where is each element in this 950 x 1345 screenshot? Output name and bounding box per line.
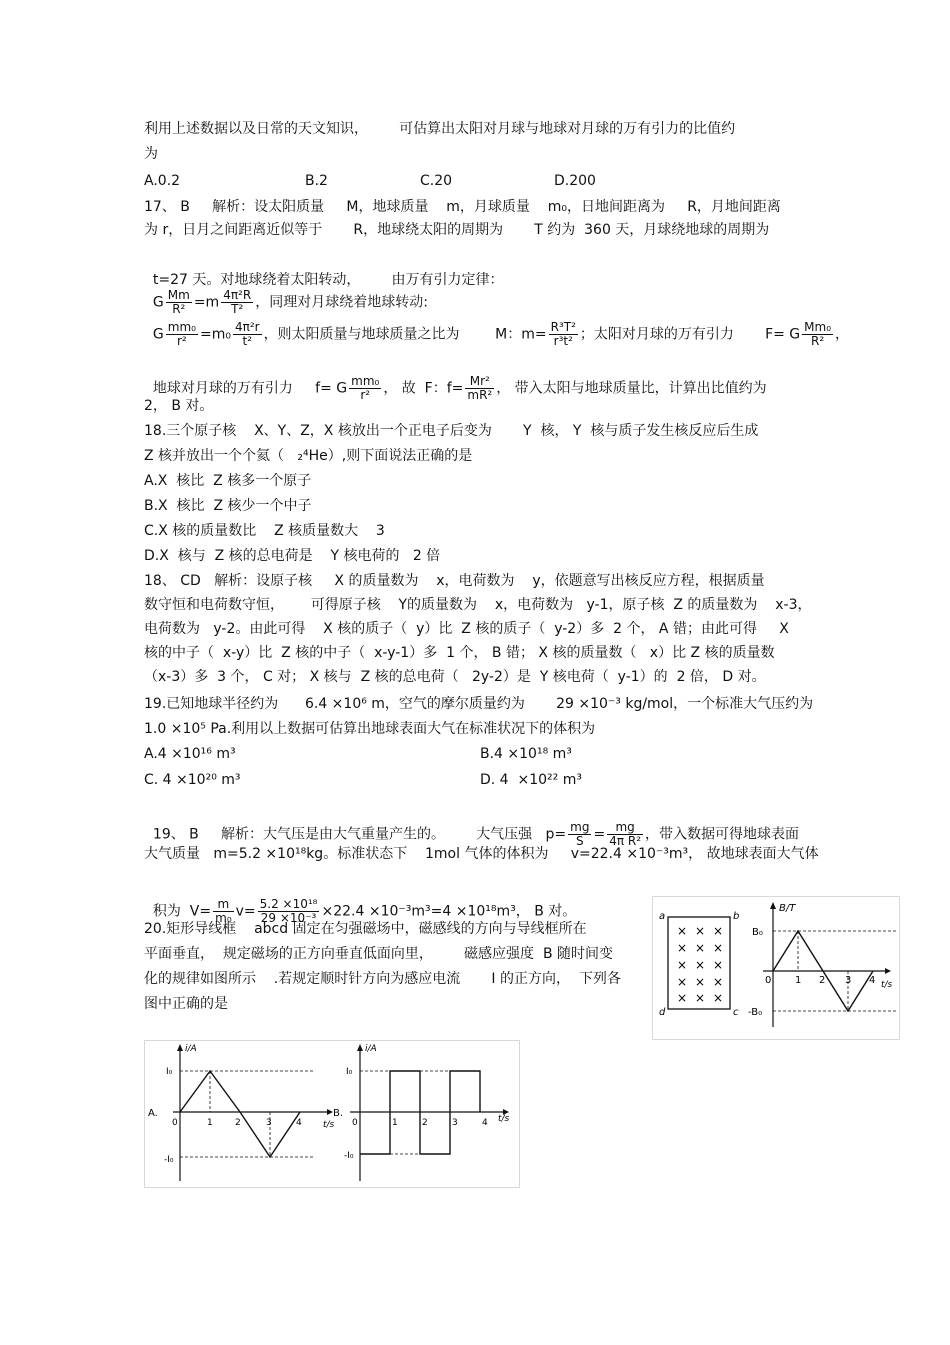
text-line: 20.矩形导线框 abcd 固定在匀强磁场中，磁感线的方向与导线框所在 — [144, 921, 587, 937]
text-line: C.X 核的质量数比 Z 核质量数大 3 — [144, 523, 385, 539]
graph-a-i0: I₀ — [166, 1067, 173, 1077]
graph-b-neg-i0: -I₀ — [344, 1151, 354, 1161]
text-line: （x-3）多 3 个， C 对； X 核与 Z 核的总电荷（ 2y-2）是 Y 核电荷（ y-1）的 2 倍， D 对。 — [144, 669, 766, 685]
text-line: 图中正确的是 — [144, 996, 228, 1012]
text-line: 2， B 对。 — [144, 398, 214, 414]
option-d: D.200 — [554, 173, 596, 189]
option-d: D. 4 ×10²² m³ — [480, 772, 582, 788]
graph-a-neg-i0: -I₀ — [164, 1155, 174, 1165]
graph-a-label: A. — [148, 1108, 158, 1119]
fraction: $\frac{m}{\text{m₀}}$ — [215, 897, 232, 925]
field-cross-icon: × — [677, 975, 688, 989]
tick-0: 0 — [765, 975, 772, 986]
text-line: D.X 核与 Z 核的总电荷是 Y 核电荷的 2 倍 — [144, 548, 441, 564]
graph-b-tick-3: 3 — [452, 1118, 458, 1128]
tick-4: 4 — [869, 975, 876, 986]
text-line: 18.三个原子核 X、Y、Z，X 核放出一个正电子后变为 Y 核， Y 核与质子发生核反应后生成 — [144, 423, 759, 439]
b0-label: B₀ — [752, 927, 763, 938]
fraction: $\frac{\text{4π²R}}{\text{T²}}$ — [223, 288, 252, 316]
fraction: $\frac{\text{R³T²}}{\text{r³t²}}$ — [550, 320, 576, 348]
option-c: C.20 — [420, 173, 453, 189]
cross-grid — [677, 924, 723, 1005]
text-line: 17、 B 解析：设太阳质量 M，地球质量 m，月球质量 m₀，日地间距离为 R，月地间距离 — [144, 199, 781, 215]
figure-answer-svg — [145, 1041, 519, 1187]
field-cross-icon: × — [695, 991, 706, 1005]
graph-a-y-label: i/A — [185, 1044, 197, 1054]
graph-b-tick-2: 2 — [422, 1118, 428, 1128]
fraction: $\frac{Mm}{\text{R²}}$ — [167, 288, 190, 316]
text-line: 18、 CD 解析：设原子核 X 的质量数为 x，电荷数为 y，依题意写出核反应方程，根据质量 — [144, 573, 765, 589]
field-cross-icon: × — [695, 975, 706, 989]
formula-line: G $\frac{\text{mm₀}}{\text{r²}}$ =m₀ $\frac{\text{4π²r}}{\text{t²}}$ ，则太阳质量与地球质量之比为 M：m= $\frac{\text{R³T²}}{\text{r³t²}}$ ；太阳对月球的万有引力 F= G $\frac{\text{Mm₀}}{\text{R²}}$ ， — [152, 320, 850, 348]
fraction: $\frac{mg}{S}$ — [570, 820, 590, 848]
field-cross-icon: × — [713, 958, 724, 972]
text-line: 为 — [144, 146, 158, 162]
fraction: $\frac{\text{Mm₀}}{\text{R²}}$ — [804, 320, 832, 348]
formula-line: 地球对月球的万有引力 f= G $\frac{\text{mm₀}}{\text{r²}}$ ， 故 F：f= $\frac{\text{Mr²}}{\text{mR²}}$ ， 带入太阳与地球质量比，计算出比值约为 — [152, 374, 767, 402]
y-label: B/T — [779, 903, 796, 914]
figure-answer-graphs — [144, 1040, 520, 1188]
graph-b-label: B. — [333, 1108, 344, 1119]
graph-b-x-label: t/s — [498, 1114, 510, 1124]
text-line: 化的规律如图所示 .若规定顺时针方向为感应电流 I 的正方向， 下列各 — [144, 971, 621, 987]
fraction: $\frac{\text{Mr²}}{\text{mR²}}$ — [467, 374, 493, 402]
field-cross-icon: × — [695, 958, 706, 972]
fraction: $\frac{\text{mm₀}}{\text{r²}}$ — [167, 320, 196, 348]
graph-a-x-label: t/s — [323, 1120, 335, 1130]
field-cross-icon: × — [677, 991, 688, 1005]
graph-a-y-arrow — [177, 1044, 183, 1051]
text-line: 为 r，日月之间距离近似等于 R，地球绕太阳的周期为 T 约为 360 天，月球绕地球的周期为 — [144, 222, 770, 238]
text-line: B.X 核比 Z 核少一个中子 — [144, 498, 312, 514]
field-cross-icon: × — [695, 924, 706, 938]
figure-b-t — [652, 896, 900, 1040]
fraction: $\frac{\text{mm₀}}{\text{r²}}$ — [351, 374, 380, 402]
text-line: 电荷数为 y-2。由此可得 X 核的质子（ y）比 Z 核的质子（ y-2）多 2 个， A 错；由此可得 X — [144, 621, 789, 637]
text-line: 1.0 ×10⁵ Pa.利用以上数据可估算出地球表面大气在标准状况下的体积为 — [144, 721, 596, 737]
fraction: $\frac{\text{4π²r}}{\text{t²}}$ — [234, 320, 260, 348]
y-axis-arrow — [770, 902, 776, 909]
text-line: Z 核并放出一个个氦（ ₂⁴He）,则下面说法正确的是 — [144, 448, 473, 464]
text-line: 利用上述数据以及日常的天文知识， 可估算出太阳对月球与地球对月球的万有引力的比值约 — [144, 121, 736, 137]
formula-line: 积为 V= $\frac{m}{\text{m₀}}$ v= $\frac{\text{5.2 ×10¹⁸}}{\text{29 ×10⁻³}}$ ×22.4 ×10⁻³m³=4 ×10¹⁸m³， B 对。 — [152, 897, 577, 925]
text-line: 平面垂直， 规定磁场的正方向垂直低面向里， 磁感应强度 B 随时间变 — [144, 946, 614, 962]
field-cross-icon: × — [677, 924, 688, 938]
graph-a-tick-0: 0 — [172, 1118, 178, 1128]
tick-3: 3 — [845, 975, 852, 986]
graph-a-tick-2: 2 — [235, 1118, 241, 1128]
x-label: t/s — [881, 980, 893, 990]
option-b: B.4 ×10¹⁸ m³ — [480, 746, 572, 762]
corner-a: a — [659, 911, 666, 922]
field-cross-icon: × — [713, 941, 724, 955]
fraction: $\frac{\text{5.2 ×10¹⁸}}{\text{29 ×10⁻³}}$ — [259, 897, 318, 925]
option-a: A.4 ×10¹⁶ m³ — [144, 746, 236, 762]
graph-a-tick-4: 4 — [296, 1118, 302, 1128]
fraction: $\frac{mg}{\text{4π R²}}$ — [609, 820, 642, 848]
text-line: 19.已知地球半径约为 6.4 ×10⁶ m，空气的摩尔质量约为 29 ×10⁻³ kg/mol，一个标准大气压约为 — [144, 696, 814, 712]
graph-b-tick-1: 1 — [392, 1118, 398, 1128]
corner-c: c — [733, 1007, 739, 1018]
tick-2: 2 — [819, 975, 826, 986]
text-line: A.X 核比 Z 核多一个原子 — [144, 473, 312, 489]
text-line: 数守恒和电荷数守恒， 可得原子核 Y的质量数为 x，电荷数为 y-1，原子核 Z 的质量数为 x-3， — [144, 597, 812, 613]
corner-b: b — [733, 911, 740, 922]
graph-b-y-arrow — [357, 1044, 363, 1051]
text-line: 核的中子（ x-y）比 Z 核的中子（ x-y-1）多 1 个， B 错； X 核的质量数（ x）比 Z 核的质量数 — [144, 645, 775, 661]
text-line: 大气质量 m=5.2 ×10¹⁸kg。标准状态下 1mol 气体的体积为 v=22.4 ×10⁻³m³， 故地球表面大气体 — [144, 846, 819, 862]
corner-d: d — [659, 1007, 666, 1018]
x-axis-arrow — [885, 968, 891, 974]
option-b: B.2 — [305, 173, 328, 189]
option-a: A.0.2 — [144, 173, 181, 189]
graph-b-y-label: i/A — [365, 1044, 377, 1054]
neg-b0-label: -B₀ — [748, 1007, 763, 1018]
field-cross-icon: × — [677, 941, 688, 955]
graph-b-tick-4: 4 — [482, 1118, 488, 1128]
field-cross-icon: × — [713, 975, 724, 989]
figure-b-t-svg — [653, 897, 899, 1039]
field-cross-icon: × — [677, 958, 688, 972]
graph-a-tick-1: 1 — [207, 1118, 213, 1128]
option-c: C. 4 ×10²⁰ m³ — [144, 772, 241, 788]
graph-a-tick-3: 3 — [266, 1118, 272, 1128]
field-cross-icon: × — [713, 991, 724, 1005]
graph-b-i0: I₀ — [346, 1067, 353, 1077]
graph-b-tick-0: 0 — [352, 1118, 358, 1128]
formula-line: t=27 天。对地球绕着太阳转动， 由万有引力定律： G $\frac{Mm}{\text{R²}}$ =m $\frac{\text{4π²R}}{\text{T²}}$ ，同理对月球绕着地球转动: — [152, 272, 504, 316]
field-cross-icon: × — [713, 924, 724, 938]
field-cross-icon: × — [695, 941, 706, 955]
formula-line: 19、 B 解析：大气压是由大气重量产生的。 大气压强 p= $\frac{mg}{S}$ = $\frac{mg}{\text{4π R²}}$ ，带入数据可得地球表面 — [152, 820, 800, 848]
tick-1: 1 — [795, 975, 802, 986]
graph-a-curve — [180, 1071, 300, 1157]
